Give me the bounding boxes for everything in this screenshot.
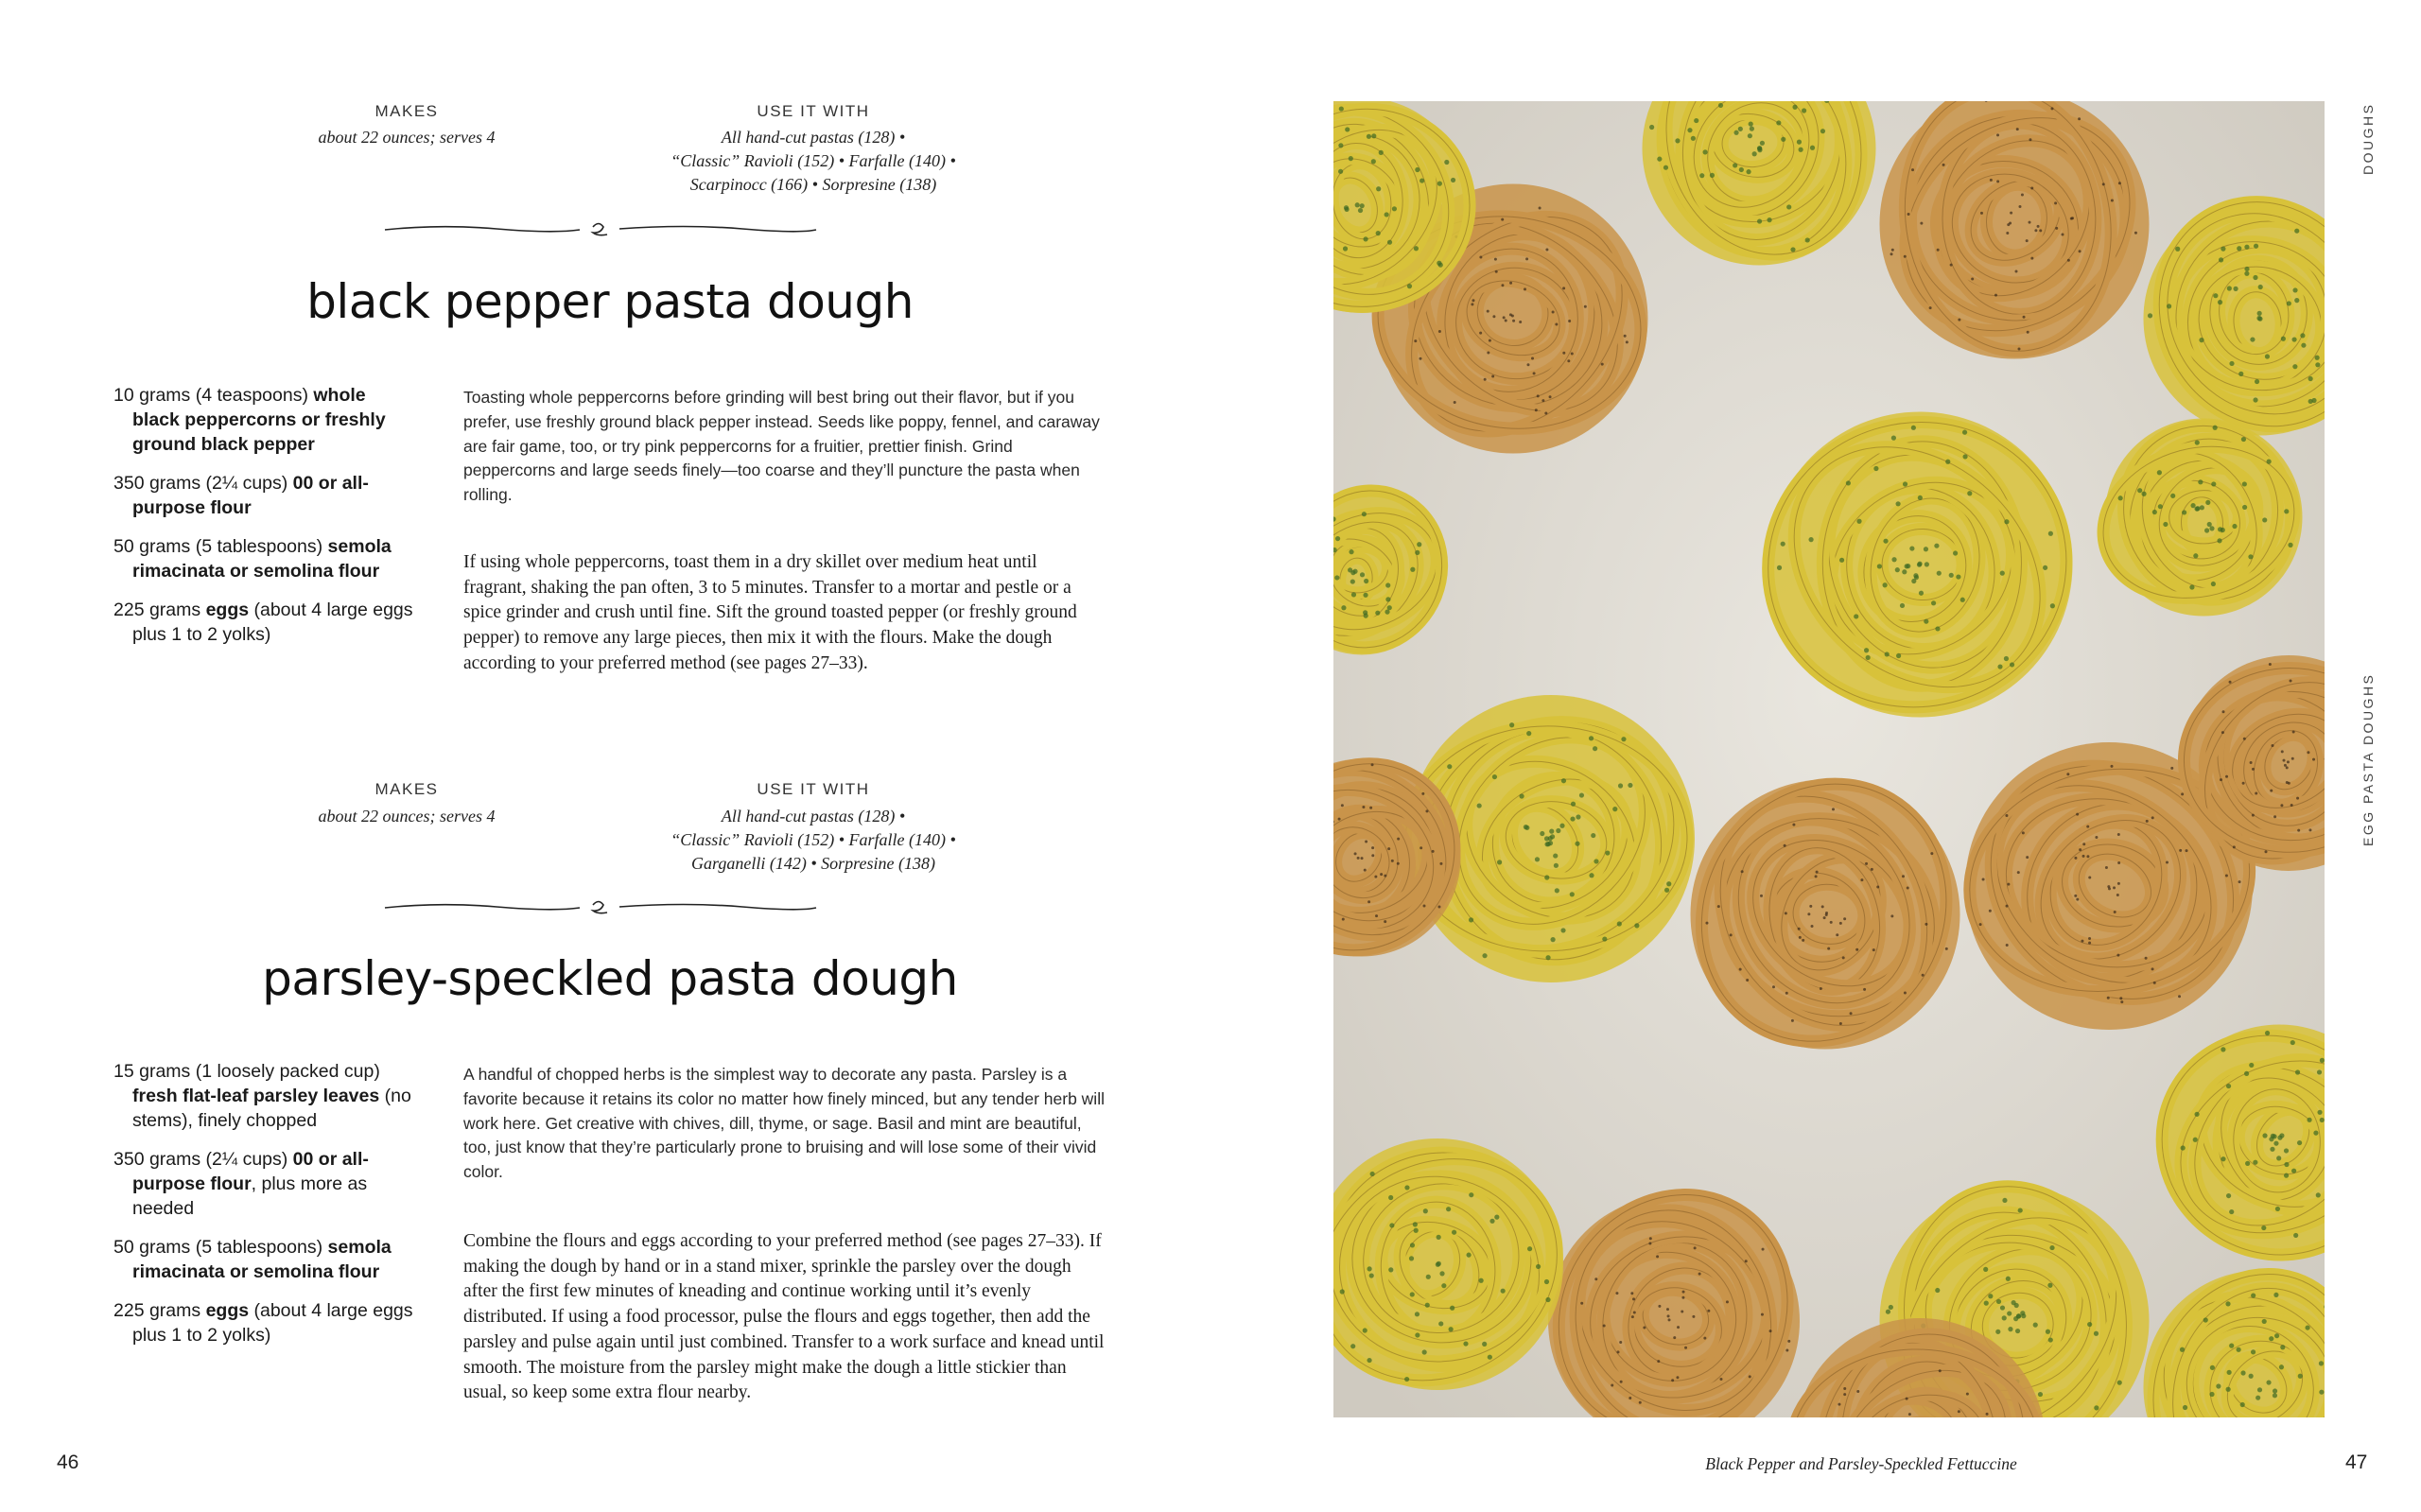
page-number-right: 47 (2345, 1451, 2368, 1473)
pasta-nests-illustration (1333, 101, 2325, 1417)
ingredient-item: 225 grams eggs (about 4 large eggs plus 1 to 2 yolks) (113, 600, 413, 645)
ornament-divider (383, 894, 818, 922)
ornament-divider (383, 216, 818, 244)
makes-value: about 22 ounces; serves 4 (318, 128, 496, 147)
pasta-photo (1333, 101, 2325, 1417)
recipe-title: black pepper pasta dough (306, 274, 914, 329)
method-text: Combine the flours and eggs according to your preferred method (see pages 27–33). If making the dough by hand or in a stand mixer, sprinkle the parsley over the dough after the first few minutes of kneading and continue working until it’s evenly distributed. If using a food processor, pulse the flours and eggs together, then add the parsley and pulse again until just combined. Transfer to a work surface and knead until smooth. The moisture from the parsley might make the dough a little stickier than usual, so keep some extra flour nearby. (463, 1231, 1105, 1403)
ingredient-list (113, 1059, 416, 1362)
use-it-with-label: USE IT WITH (757, 780, 870, 798)
ingredient-item: 350 grams (2¼ cups) 00 or all-purpose flour (113, 473, 369, 518)
use-it-with-list: All hand-cut pastas (128) • “Classic” Ravioli (152) • Farfalle (140) • Scarpinocc (166) • Sorpresine (138) (671, 128, 956, 194)
page-number-left: 46 (57, 1451, 79, 1473)
headnote: A handful of chopped herbs is the simplest way to decorate any pasta. Parsley is a favorite because it retains its color no matter how finely minced, but any tender herb will work here. Get creative with chives, dill, thyme, or sage. Basil and mint are beautiful, too, just know that they’re particularly prone to bruising and will lose some of their vivid color. (463, 1065, 1105, 1182)
use-it-with-label: USE IT WITH (757, 102, 870, 120)
ingredient-item: 350 grams (2¼ cups) 00 or all-purpose flour, plus more as needed (113, 1149, 369, 1219)
makes-value: about 22 ounces; serves 4 (318, 807, 496, 826)
ingredient-item: 10 grams (4 teaspoons) whole black peppercorns or freshly ground black pepper (113, 385, 386, 455)
recipe-title: parsley-speckled pasta dough (262, 951, 958, 1006)
sidebar-label-egg-pasta-doughs: EGG PASTA DOUGHS (2360, 672, 2376, 846)
ingredient-item: 225 grams eggs (about 4 large eggs plus 1 to 2 yolks) (113, 1300, 413, 1346)
headnote: Toasting whole peppercorns before grinding will best bring out their flavor, but if you prefer, use freshly ground black pepper instead. Seeds like poppy, fennel, and caraway are fair game, too, or try pink peppercorns for a fruitier, prettier finish. Grind peppercorns and large seeds finely—too coarse and they’ll puncture the pasta when rolling. (463, 388, 1100, 505)
makes-label: MAKES (374, 102, 439, 120)
ingredient-item: 15 grams (1 loosely packed cup) fresh flat-leaf parsley leaves (no stems), finely chopped (113, 1061, 411, 1131)
makes-label: MAKES (374, 780, 439, 798)
method-text: If using whole peppercorns, toast them in a dry skillet over medium heat until fragrant, shaking the pan often, 3 to 5 minutes. Transfer to a mortar and pestle or a spice grinder and crush until fine. Sift the ground toasted pepper (or freshly ground pepper) to remove any large pieces, then mix it with the flours. Make the dough according to your preferred method (see pages 27–33). (463, 552, 1077, 673)
sidebar-label-doughs: DOUGHS (2360, 102, 2376, 175)
ingredient-list (113, 383, 416, 661)
use-it-with-list: All hand-cut pastas (128) • “Classic” Ravioli (152) • Farfalle (140) • Garganelli (142) • Sorpresine (138) (671, 807, 956, 873)
photo-caption: Black Pepper and Parsley-Speckled Fettuccine (1705, 1454, 2017, 1473)
ingredient-item: 50 grams (5 tablespoons) semola rimacinata or semolina flour (113, 1237, 392, 1282)
ingredient-item: 50 grams (5 tablespoons) semola rimacinata or semolina flour (113, 536, 392, 582)
